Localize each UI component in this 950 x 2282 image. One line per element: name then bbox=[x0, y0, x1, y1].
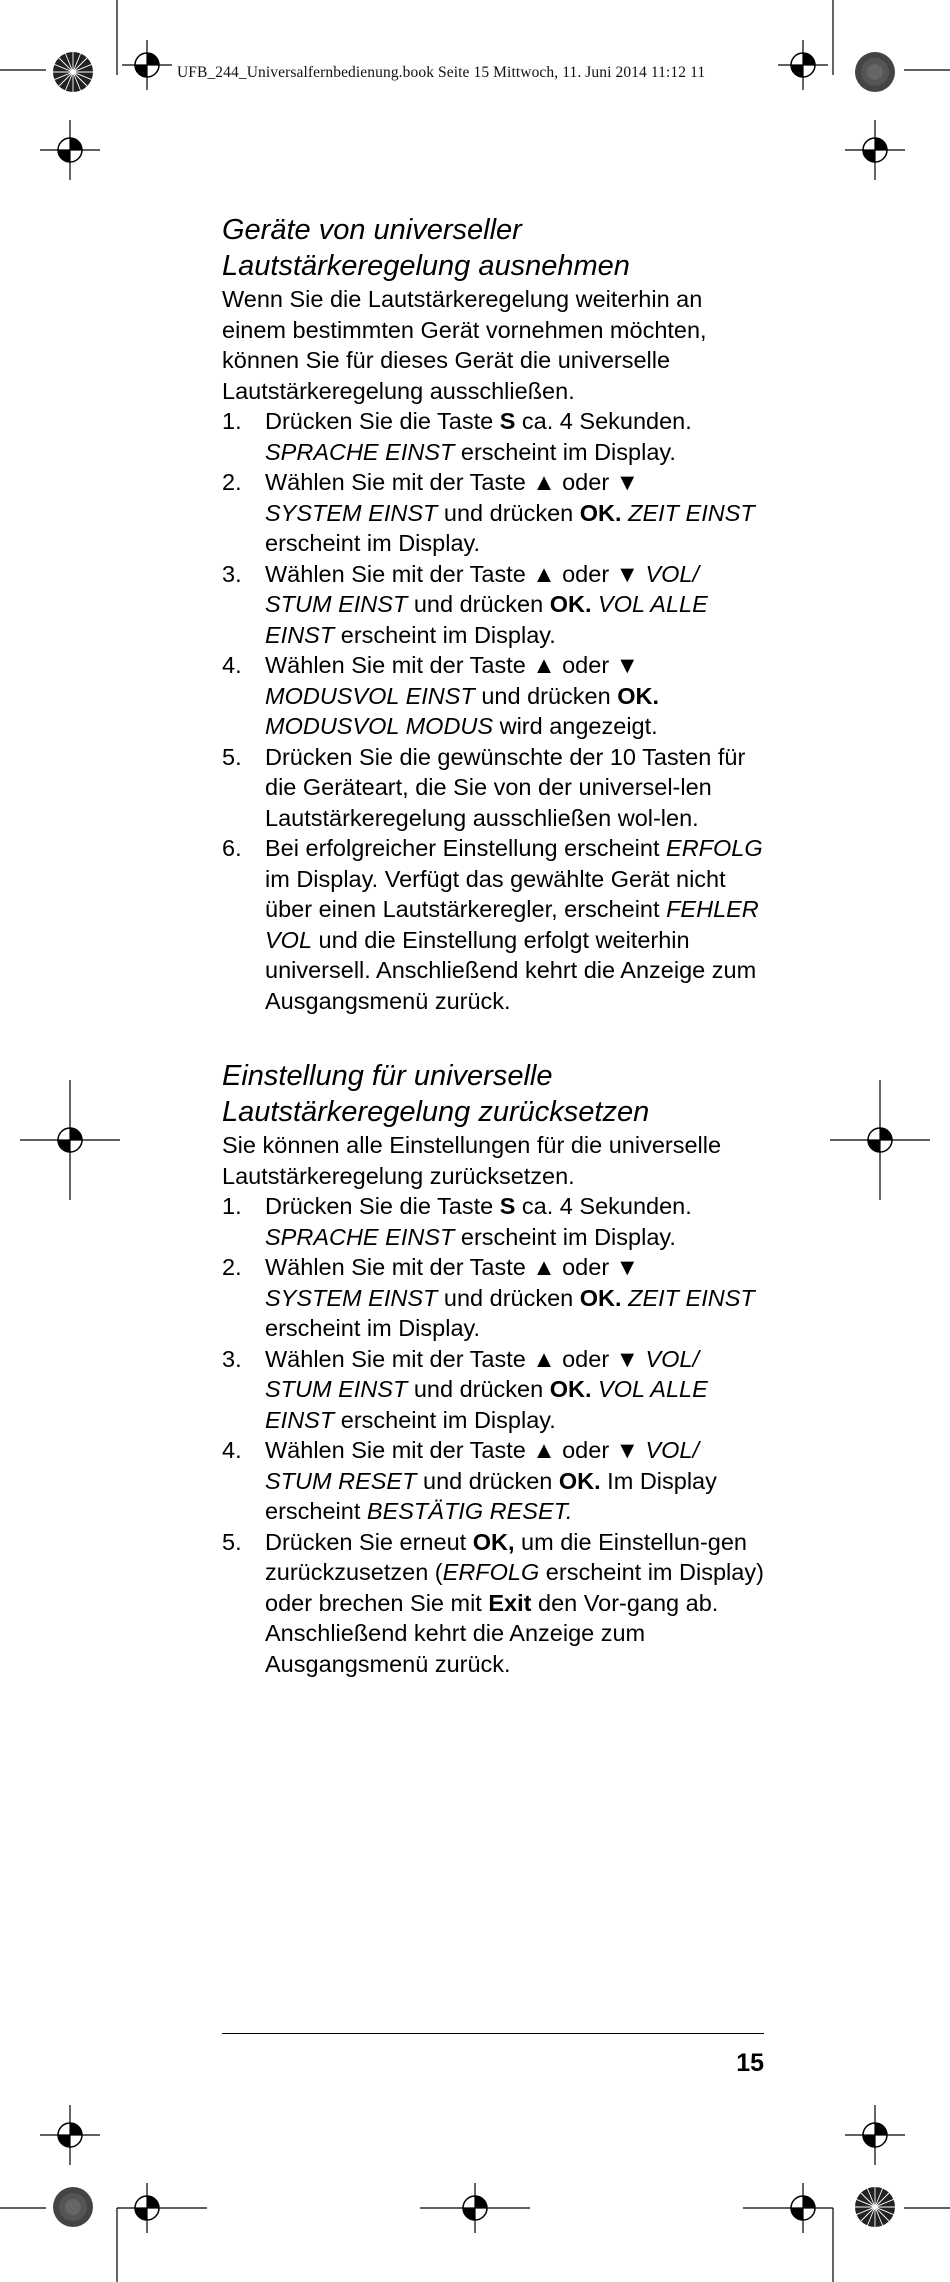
step-text: Bei erfolgreicher Einstellung erscheint bbox=[265, 835, 667, 861]
intro-paragraph: Wenn Sie die Lautstärkeregelung weiterhin an einem bestimmten Gerät vornehmen möchten, können Sie für dieses Gerät die universelle Lautstärkeregelung ausschließen. bbox=[222, 286, 707, 404]
list-item bbox=[222, 650, 770, 742]
step-text: Wählen Sie mit der Taste ▲ oder ▼ bbox=[265, 469, 639, 495]
display-text: VOL/ STUM EINST bbox=[265, 1345, 700, 1402]
key-label: OK. bbox=[617, 682, 659, 709]
step-text: und drücken bbox=[407, 591, 550, 617]
step-text: erscheint im Display. bbox=[334, 1406, 556, 1433]
list-item bbox=[222, 1191, 770, 1252]
step-text: erscheint im Display. bbox=[454, 438, 676, 465]
step-text: und drücken bbox=[416, 1467, 559, 1494]
list-item bbox=[222, 1435, 770, 1527]
steps-list-reset bbox=[222, 1191, 770, 1679]
list-item bbox=[222, 742, 770, 834]
heading-line-1: Geräte von universeller bbox=[222, 214, 522, 246]
key-label: OK. bbox=[549, 1376, 592, 1402]
step-text: erscheint im Display. bbox=[265, 1315, 481, 1341]
step-text: ca. 4 Sekunden. bbox=[515, 1193, 692, 1219]
step-text: Drücken Sie die gewünschte der 10 Tasten für die Geräteart, die Sie von der universel-len Lautstärkeregelung ausschließen wol-len. bbox=[265, 743, 746, 831]
step-text: Wählen Sie mit der Taste ▲ oder ▼ bbox=[265, 560, 646, 587]
step-number: 4. bbox=[222, 652, 242, 678]
crosshair-mark-top-left bbox=[122, 40, 172, 90]
step-text: erscheint im Display. bbox=[454, 1223, 676, 1250]
display-text: BESTÄTIG RESET. bbox=[366, 1498, 573, 1524]
step-text: Im Display erscheint bbox=[265, 1467, 717, 1524]
step-number: 5. bbox=[222, 1528, 242, 1555]
step-text: erscheint im Display. bbox=[265, 530, 481, 556]
key-label: OK. bbox=[579, 499, 622, 526]
list-item bbox=[222, 1252, 770, 1344]
section-gap bbox=[222, 1016, 770, 1058]
intro-paragraph: Sie können alle Einstellungen für die universelle Lautstärkeregelung zurücksetzen. bbox=[222, 1132, 722, 1189]
display-text: FEHLER VOL bbox=[265, 896, 759, 953]
step-text: Drücken Sie die Taste bbox=[265, 408, 500, 434]
display-text: VOL/ STUM RESET bbox=[265, 1437, 700, 1494]
key-label: S bbox=[499, 1193, 516, 1219]
crosshair-mark-top-right bbox=[778, 40, 828, 90]
step-text: Drücken Sie die Taste bbox=[265, 1193, 500, 1219]
display-text: SPRACHE EINST bbox=[265, 1223, 455, 1250]
display-text: MODUSVOL MODUS bbox=[265, 713, 494, 739]
step-text: Wählen Sie mit der Taste ▲ oder ▼ bbox=[265, 1254, 639, 1280]
sunburst-mark-top-left bbox=[52, 51, 94, 93]
sunburst-mark-top-right bbox=[854, 51, 896, 93]
section-heading-exclude bbox=[222, 212, 770, 284]
step-text: und drücken bbox=[407, 1376, 550, 1402]
step-number: 4. bbox=[222, 1437, 242, 1463]
step-text: im Display. Verfügt das gewählte Gerät nicht über einen Lautstärkeregler, erscheint bbox=[265, 865, 726, 922]
display-text: SYSTEM EINST bbox=[265, 499, 438, 526]
step-text: und drücken bbox=[437, 1284, 580, 1311]
key-label: OK, bbox=[472, 1528, 515, 1555]
step-number: 2. bbox=[222, 469, 242, 495]
display-text: ERFOLG bbox=[442, 1559, 540, 1585]
list-item bbox=[222, 1344, 770, 1436]
print-slug: UFB_244_Universalfernbedienung.book Seite 15 Mittwoch, 11. Juni 2014 11:12 11 bbox=[177, 64, 706, 81]
step-text: Drücken Sie erneut bbox=[265, 1528, 473, 1555]
list-item bbox=[222, 833, 770, 1016]
step-text: ca. 4 Sekunden. bbox=[515, 408, 692, 434]
display-text: ZEIT EINST bbox=[621, 1284, 755, 1311]
step-text: Wählen Sie mit der Taste ▲ oder ▼ bbox=[265, 652, 639, 678]
sunburst-mark-bottom-left bbox=[52, 2186, 94, 2228]
key-label: Exit bbox=[488, 1589, 532, 1616]
step-text: wird angezeigt. bbox=[493, 713, 658, 739]
step-number: 3. bbox=[222, 560, 242, 587]
page-number: 15 bbox=[736, 2049, 764, 2077]
display-text: ERFOLG bbox=[666, 835, 763, 861]
heading-line-2: Lautstärkeregelung ausnehmen bbox=[222, 250, 630, 282]
crosshair-mark-bottom-right bbox=[773, 2183, 833, 2233]
step-number: 3. bbox=[222, 1345, 242, 1372]
display-text: ZEIT EINST bbox=[621, 499, 755, 526]
key-label: OK. bbox=[549, 591, 592, 617]
step-text: um die Einstellun-gen zurückzusetzen ( bbox=[265, 1528, 748, 1585]
crosshair-mark-upper-left bbox=[40, 120, 100, 180]
steps-list-exclude bbox=[222, 406, 770, 1016]
display-text: MODUSVOL EINST bbox=[265, 682, 475, 709]
crosshair-mark-middle-right bbox=[830, 1080, 930, 1200]
list-item bbox=[222, 467, 770, 559]
key-label: OK. bbox=[558, 1467, 601, 1494]
step-text: Wählen Sie mit der Taste ▲ oder ▼ bbox=[265, 1345, 646, 1372]
step-text: und drücken bbox=[437, 499, 580, 526]
crosshair-mark-lower-left bbox=[40, 2105, 100, 2165]
section-heading-reset bbox=[222, 1058, 770, 1130]
heading-line-1: Einstellung für universelle bbox=[222, 1060, 553, 1092]
step-number: 1. bbox=[222, 1193, 242, 1219]
heading-line-2: Lautstärkeregelung zurücksetzen bbox=[222, 1096, 650, 1128]
list-item bbox=[222, 1527, 770, 1680]
display-text: VOL/ STUM EINST bbox=[265, 560, 700, 617]
crosshair-mark-middle-left bbox=[20, 1080, 120, 1200]
list-item bbox=[222, 406, 770, 467]
step-number: 6. bbox=[222, 835, 242, 861]
key-label: OK. bbox=[579, 1284, 622, 1311]
crosshair-mark-lower-right bbox=[845, 2105, 905, 2165]
step-text: Wählen Sie mit der Taste ▲ oder ▼ bbox=[265, 1437, 646, 1463]
page-content bbox=[222, 212, 770, 1679]
step-number: 5. bbox=[222, 743, 242, 770]
crosshair-mark-upper-right bbox=[845, 120, 905, 180]
crosshair-mark-bottom-center bbox=[420, 2183, 530, 2233]
step-number: 1. bbox=[222, 408, 242, 434]
step-text: erscheint im Display. bbox=[334, 621, 556, 648]
step-text: den Vor-gang ab. Anschließend kehrt die Anzeige zum Ausgangsmenü zurück. bbox=[265, 1589, 719, 1677]
step-text: und die Einstellung erfolgt weiterhin universell. Anschließend kehrt die Anzeige zum Ausgangsmenü zurück. bbox=[265, 926, 757, 1014]
list-item bbox=[222, 559, 770, 651]
step-text: und drücken bbox=[474, 682, 618, 709]
display-text: SPRACHE EINST bbox=[265, 438, 455, 465]
display-text: SYSTEM EINST bbox=[265, 1284, 438, 1311]
crosshair-mark-bottom-left bbox=[117, 2183, 177, 2233]
step-number: 2. bbox=[222, 1254, 242, 1280]
display-text: VOL ALLE EINST bbox=[265, 591, 708, 648]
step-text: erscheint im Display) oder brechen Sie mit bbox=[265, 1559, 764, 1616]
sunburst-mark-bottom-right bbox=[854, 2186, 896, 2228]
display-text: VOL ALLE EINST bbox=[265, 1376, 708, 1433]
key-label: S bbox=[499, 408, 516, 434]
footer-rule bbox=[222, 2033, 764, 2034]
